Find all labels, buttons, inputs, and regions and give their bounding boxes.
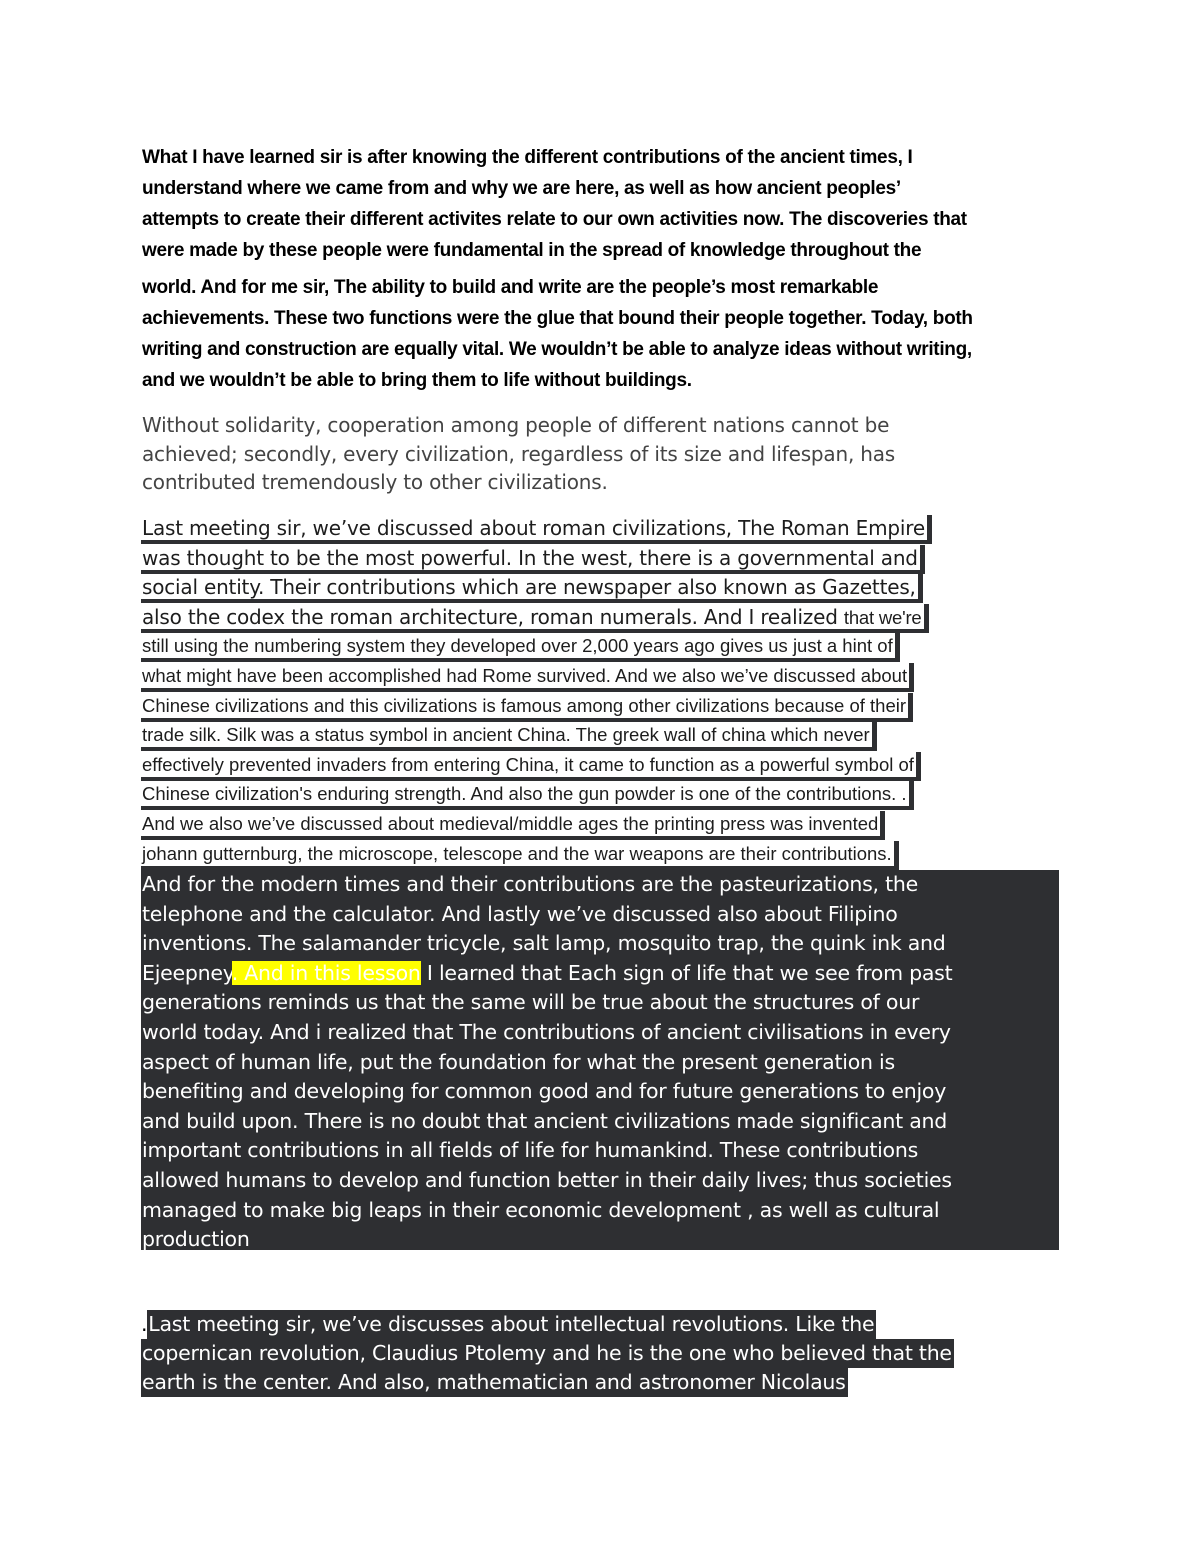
highlighted-line	[141, 693, 1059, 723]
paragraph-solidarity	[142, 411, 1062, 497]
highlight-text: Chinese civilization's enduring strength. And also the gun powder is one of the contributions. .	[141, 781, 914, 810]
paragraph-line: aspect of human life, put the foundation for what the present generation is	[142, 1049, 895, 1074]
highlight-text-part: also the codex the roman architecture, roman numerals. And I realized	[142, 604, 844, 629]
paragraph-line: production	[142, 1227, 250, 1252]
lead-dot: .	[141, 1312, 148, 1336]
dark-highlight-text: earth is the center. And also, mathematician and astronomer Nicolaus	[141, 1368, 848, 1397]
paragraph-line: And for the modern times and their contributions are the pasteurizations, the	[142, 872, 918, 896]
highlighted-line	[141, 604, 1059, 634]
paragraph-line: inventions. The salamander tricycle, salt lamp, mosquito trap, the quink ink and	[142, 931, 946, 956]
dark-highlight-block	[141, 870, 1059, 1250]
highlight-text: trade silk. Silk was a status symbol in ancient China. The greek wall of china which never	[141, 722, 877, 751]
paragraph-intellectual-revolutions	[141, 1310, 1059, 1397]
highlight-text: social entity. Their contributions which are newspaper also known as Gazettes,	[141, 574, 923, 603]
paragraph-line: were made by these people were fundamental in the spread of knowledge throughout the	[142, 240, 922, 261]
highlighted-line	[141, 574, 1059, 604]
paragraph-line: allowed humans to develop and function better in their daily lives; thus societies	[142, 1167, 952, 1192]
highlight-text: And we also we’ve discussed about medieval/middle ages the printing press was invented	[141, 811, 885, 840]
paragraph-line: world. And for me sir, The ability to build and write are the people’s most remarkable	[142, 277, 879, 298]
paragraph-line	[141, 1310, 1059, 1339]
paragraph-line: writing and construction are equally vital. We wouldn’t be able to analyze ideas without writing,	[142, 339, 972, 360]
highlighted-line	[141, 545, 1059, 575]
highlight-text	[141, 604, 929, 633]
paragraph-line: contributed tremendously to other civilizations.	[142, 470, 608, 494]
highlighted-line	[141, 515, 1059, 545]
highlighted-line	[141, 781, 1059, 811]
yellow-highlight: . And in this lesson	[231, 960, 421, 985]
dark-highlight-text: copernican revolution, Claudius Ptolemy and he is the one who believed that the	[141, 1339, 954, 1368]
highlighted-line	[141, 633, 1059, 663]
paragraph-line: understand where we came from and why we are here, as well as how ancient peoples’	[142, 178, 901, 199]
highlight-text-part: that we're	[843, 606, 922, 628]
paragraph-line: world today. And i realized that The contributions of ancient civilisations in every	[142, 1019, 951, 1044]
highlighted-line	[141, 752, 1059, 782]
paragraph-line: telephone and the calculator. And lastly we’ve discussed also about Filipino	[142, 901, 898, 926]
paragraph-line: and build upon. There is no doubt that ancient civilizations made significant and	[142, 1108, 948, 1133]
paragraph-civilizations	[141, 515, 1059, 870]
paragraph-line	[141, 1339, 1059, 1368]
paragraph-line: managed to make big leaps in their economic development , as well as cultural	[142, 1197, 940, 1222]
highlighted-line	[141, 663, 1059, 693]
paragraph-line	[141, 1368, 1059, 1397]
highlight-text: Last meeting sir, we’ve discussed about roman civilizations, The Roman Empire	[141, 515, 932, 544]
paragraph-line: What I have learned sir is after knowing the different contributions of the ancient times, I	[142, 147, 913, 168]
highlight-text: johann gutternburg, the microscope, telescope and the war weapons are their contributions.	[141, 841, 899, 870]
paragraph-line: generations reminds us that the same will be true about the structures of our	[142, 990, 920, 1015]
highlighted-line	[141, 811, 1059, 841]
highlighted-line	[141, 722, 1059, 752]
dark-highlight-text: Last meeting sir, we’ve discusses about intellectual revolutions. Like the	[147, 1310, 876, 1339]
paragraph-line: Without solidarity, cooperation among people of different nations cannot be	[142, 413, 890, 437]
paragraph-line: benefiting and developing for common good and for future generations to enjoy	[142, 1079, 947, 1104]
paragraph-line	[141, 959, 1059, 989]
paragraph-line: attempts to create their different activites relate to our own activities now. The discoveries that	[142, 209, 967, 230]
paragraph-reflection	[142, 142, 1072, 396]
paragraph-line: and we wouldn’t be able to bring them to life without buildings.	[142, 370, 692, 391]
line-text: Ejeepney	[142, 960, 232, 985]
paragraph-line: important contributions in all fields of life for humankind. These contributions	[142, 1138, 919, 1163]
highlight-text: was thought to be the most powerful. In the west, there is a governmental and	[141, 545, 925, 574]
paragraph-line: achievements. These two functions were the glue that bound their people together. Today, both	[142, 308, 973, 329]
highlight-text: what might have been accomplished had Rome survived. And we also we’ve discussed about	[141, 663, 914, 692]
highlight-text: effectively prevented invaders from entering China, it came to function as a powerful symbol of	[141, 752, 921, 781]
paragraph-line: achieved; secondly, every civilization, regardless of its size and lifespan, has	[142, 441, 896, 466]
highlight-text: still using the numbering system they developed over 2,000 years ago gives us just a hint of	[141, 633, 900, 662]
line-text: I learned that Each sign of life that we see from past	[420, 960, 953, 985]
highlight-text: Chinese civilizations and this civilizations is famous among other civilizations because of their	[141, 693, 913, 722]
highlighted-line	[141, 841, 1059, 871]
